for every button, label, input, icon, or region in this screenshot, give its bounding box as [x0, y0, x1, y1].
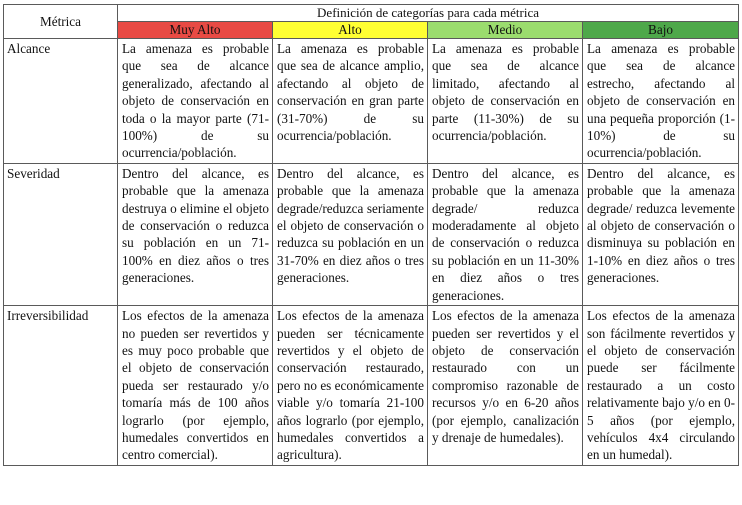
metric-name: Irreversibilidad [4, 306, 118, 466]
definition-cell: La amenaza es probable que sea de alcance amplio, afectando al objeto de conservación en gran parte (31-70%) de su ocurrencia/población. [273, 39, 428, 164]
table-row-alcance [4, 39, 739, 164]
threat-rating-table [3, 4, 739, 466]
category-medium: Medio [428, 22, 583, 39]
definition-cell: La amenaza es probable que sea de alcance limitado, afectando al objeto de conservación en parte (11-30%) de su ocurrencia/población. [428, 39, 583, 164]
metric-name: Severidad [4, 163, 118, 305]
definition-cell: La amenaza es probable que sea de alcance generalizado, afectando al objeto de conservación en toda o la mayor parte (71-100%) de su ocurrencia/población. [118, 39, 273, 164]
category-low: Bajo [583, 22, 739, 39]
definition-column-header: Definición de categorías para cada métrica [118, 5, 739, 22]
definition-cell: Dentro del alcance, es probable que la amenaza destruya o elimine el objeto de conservación o reduzca su población en un 71-100% en diez años o tres generaciones. [118, 163, 273, 305]
definition-cell: Los efectos de la amenaza pueden ser técnicamente revertidos y el objeto de conservación restaurado, pero no es económicamente viable y/o tomaría 21-100 años lograrlo (por ejemplo, humedales convertidos a agricultura). [273, 306, 428, 466]
definition-cell: Dentro del alcance, es probable que la amenaza degrade/ reduzca moderadamente al objeto de conservación o reduzca su población en un 11-30% en diez años o tres generaciones. [428, 163, 583, 305]
table-row-irreversibilidad [4, 306, 739, 466]
definition-cell: Los efectos de la amenaza no pueden ser revertidos y es muy poco probable que el objeto de conservación pueda ser restaurado y/o tomaría más de 100 años lograrlo (por ejemplo, humedales convertidos en centro comercial). [118, 306, 273, 466]
category-very-high: Muy Alto [118, 22, 273, 39]
header-row [4, 5, 739, 22]
metric-name: Alcance [4, 39, 118, 164]
threat-rating-table-container [3, 4, 739, 466]
category-high: Alto [273, 22, 428, 39]
table-row-severidad [4, 163, 739, 305]
definition-cell: Los efectos de la amenaza son fácilmente revertidos y el objeto de conservación puede ser fácilmente restaurado a un costo relativamente bajo y/o en 0-5 años (por ejemplo, vehículos 4x4 circulando en un humedal). [583, 306, 739, 466]
definition-cell: Dentro del alcance, es probable que la amenaza degrade/reduzca seriamente el objeto de conservación o reduzca su población en un 31-70% en diez años o tres generaciones. [273, 163, 428, 305]
definition-cell: La amenaza es probable que sea de alcance estrecho, afectando al objeto de conservación en una pequeña proporción (1-10%) de su ocurrencia/población. [583, 39, 739, 164]
metric-column-header: Métrica [4, 5, 118, 39]
definition-cell: Dentro del alcance, es probable que la amenaza degrade/ reduzca levemente al objeto de conservación o disminuya su población en 1-10% en diez años o tres generaciones. [583, 163, 739, 305]
definition-cell: Los efectos de la amenaza pueden ser revertidos y el objeto de conservación restaurado con un compromiso razonable de recursos y/o en 6-20 años (por ejemplo, canalización y drenaje de humedales). [428, 306, 583, 466]
